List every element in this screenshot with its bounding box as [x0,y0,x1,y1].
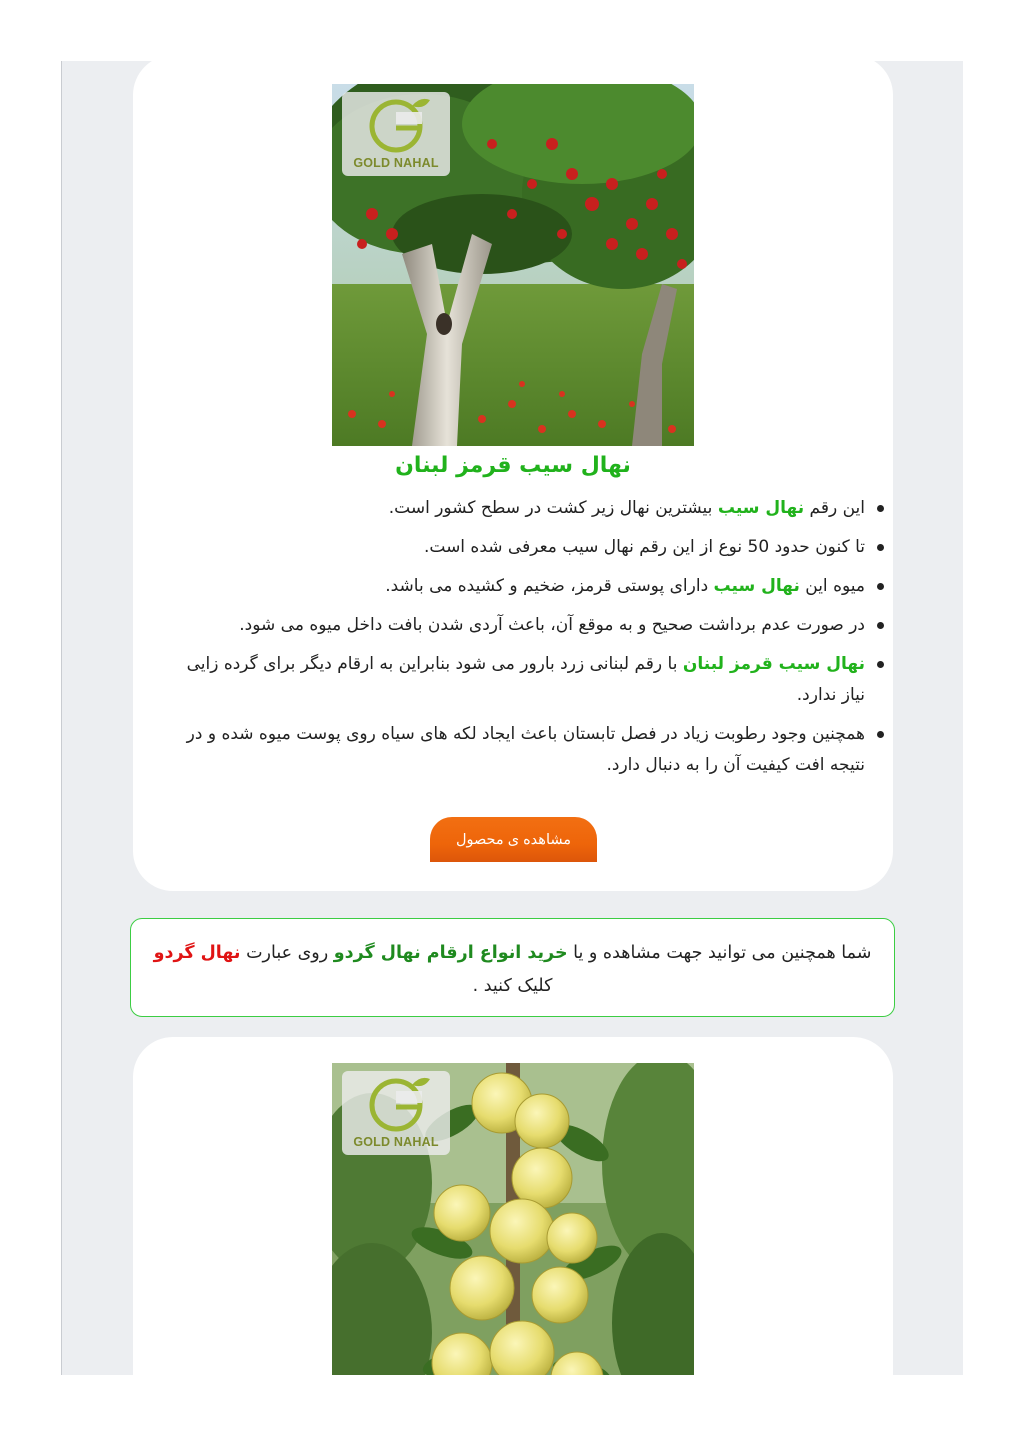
feature-item: میوه این نهال سیب دارای پوستی قرمز، ضخیم و کشیده می باشد. [169,571,893,602]
highlight-link[interactable]: نهال سیب [717,498,805,518]
product-card [133,1037,893,1375]
highlight-link[interactable]: نهال سیب قرمز لبنان [682,654,865,674]
feature-item: این رقم نهال سیب بیشترین نهال زیر کشت در سطح کشور است. [169,493,893,524]
feature-item: همچنین وجود رطوبت زیاد در فصل تابستان باعث ایجاد لکه های سیاه روی پوست میوه شده و در نتیجه افت کیفیت آن را به دنبال دارد. [169,719,893,781]
walnut-notice-box: شما همچنین می توانید جهت مشاهده و یا خرید انواع ارقام نهال گردو روی عبارت نهال گردو کلیک کنید . [130,918,895,1017]
page-background [61,61,963,1375]
gold-nahal-logo [342,92,450,176]
feature-list [169,493,893,789]
feature-item: نهال سیب قرمز لبنان با رقم لبنانی زرد بارور می شود بنابراین به ارقام دیگر برای گرده زایی نیاز ندارد. [169,649,893,711]
product-title: نهال سیب قرمز لبنان [395,453,631,478]
product-image-yellow-apple[interactable] [332,1063,694,1375]
gold-nahal-logo [342,1071,450,1155]
buy-walnut-link[interactable]: خرید انواع ارقام نهال گردو [333,943,568,963]
highlight-link[interactable]: نهال سیب [713,576,800,596]
logo-text: GOLD NAHAL [353,1135,439,1149]
walnut-seedling-link[interactable]: نهال گردو [153,943,241,963]
feature-item: تا کنون حدود 50 نوع از این رقم نهال سیب معرفی شده است. [169,532,893,563]
product-card [133,61,893,891]
feature-item: در صورت عدم برداشت صحیح و به موقع آن، باعث آردی شدن بافت داخل میوه می شود. [169,610,893,641]
logo-text: GOLD NAHAL [353,156,439,170]
view-product-button[interactable]: مشاهده ی محصول [430,817,597,862]
product-image-red-apple-tree[interactable] [332,84,694,446]
